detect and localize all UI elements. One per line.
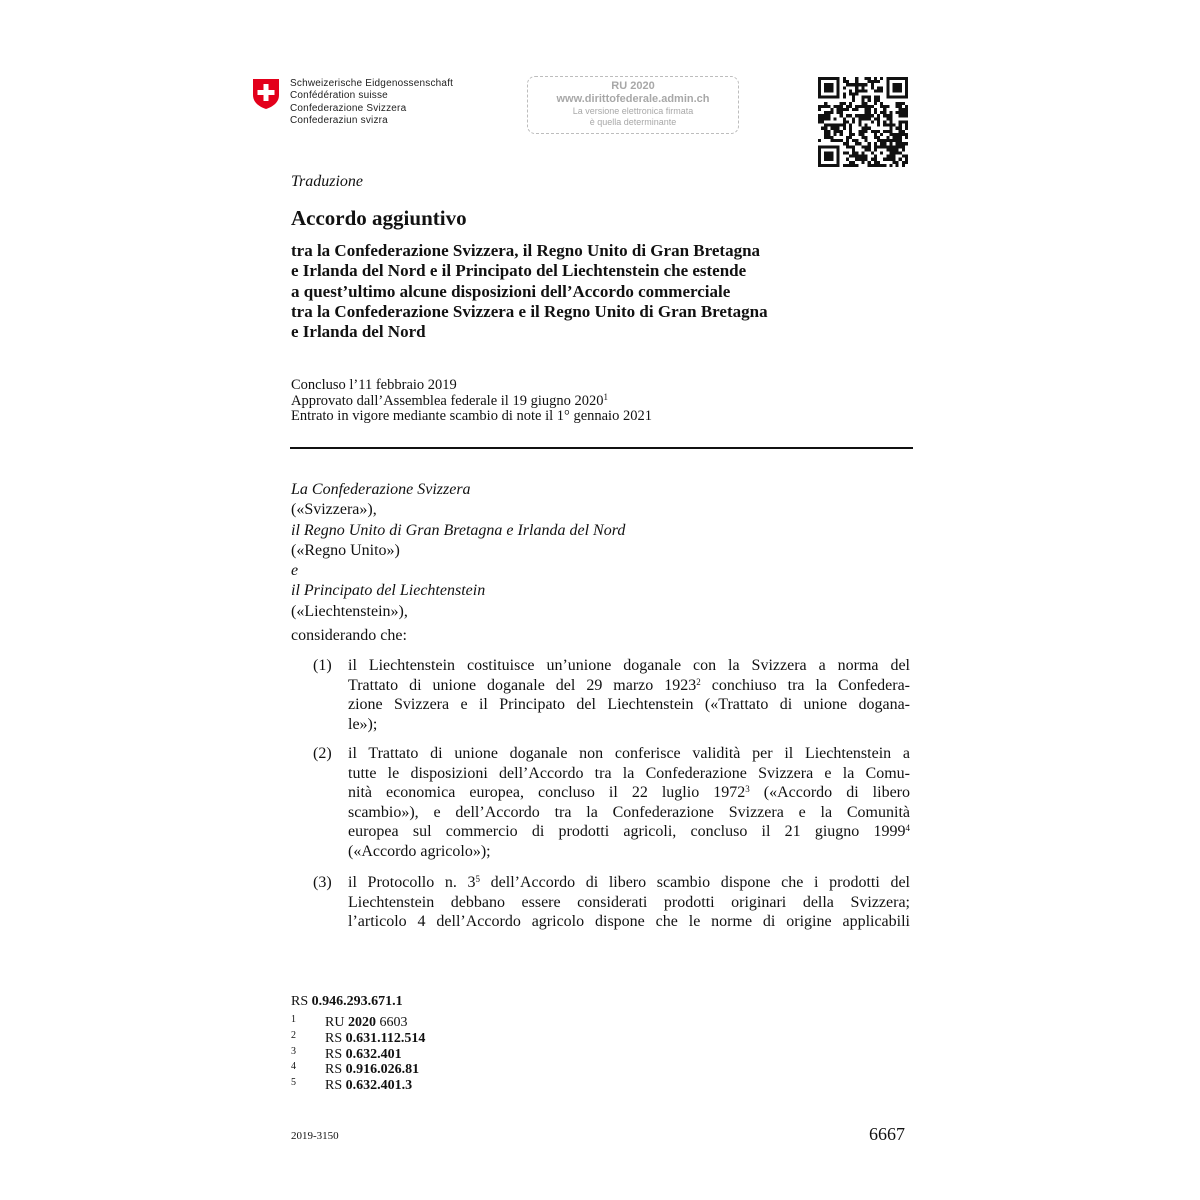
document-dates — [291, 378, 652, 425]
document-subtitle — [291, 241, 931, 342]
stamp-ru-label: RU 2020 — [611, 80, 655, 92]
federation-name-fr: Confédération suisse — [290, 90, 388, 102]
clause-line: europea sul commercio di prodotti agricoli, concluso il 21 giugno 1999$^4$ — [348, 823, 910, 840]
qr-code-icon — [818, 77, 908, 167]
federation-name-it: Confederazione Svizzera — [290, 102, 407, 114]
clause-line: scambio»), e dell’Accordo tra la Confederazione Svizzera e la Comunità — [348, 803, 910, 821]
subtitle-line: tra la Confederazione Svizzera, il Regno Unito di Gran Bretagna — [291, 241, 761, 260]
clause-number: (2) — [313, 745, 332, 762]
date-concluded: Concluso l’11 febbraio 2019 — [291, 377, 457, 393]
footnote-ref[interactable]: 5 — [475, 874, 481, 884]
party-line: («Regno Unito») — [291, 541, 400, 559]
party-line: il Principato del Liechtenstein — [291, 582, 486, 600]
document-title: Accordo aggiuntivo — [291, 206, 467, 230]
clause-number: (1) — [313, 657, 332, 674]
footnote-ref[interactable]: 3 — [745, 784, 750, 794]
party-line: e — [291, 562, 299, 580]
clause-line: («Accordo agricolo»); — [348, 842, 491, 860]
subtitle-line: tra la Confederazione Svizzera e il Regno Unito di Gran Bretagna — [291, 301, 768, 321]
party-line: («Liechtenstein»), — [291, 602, 408, 620]
clause-line: il Trattato di unione doganale non conferisce validità per il Liechtenstein a — [348, 745, 910, 762]
clause-line: le»); — [348, 715, 378, 733]
date-in-force: Entrato in vigore mediante scambio di note il 1° gennaio 2021 — [291, 408, 652, 424]
clause-line: zione Svizzera e il Principato del Liechtenstein («Trattato di unione dogana- — [348, 696, 910, 713]
horizontal-rule — [290, 447, 913, 449]
footnote-ref[interactable]: 2 — [696, 676, 701, 687]
subtitle-line: a quest’ultimo alcune disposizioni dell’Accordo commerciale — [291, 281, 731, 301]
clause-line: Liechtenstein debbano essere considerati prodotti originari della Svizzera; — [348, 893, 910, 911]
federation-names — [290, 78, 453, 128]
date-approved: Approvato dall’Assemblea federale il 19 giugno 2020 — [291, 392, 604, 409]
party-line: («Svizzera»), — [291, 501, 377, 519]
clause-1 — [313, 656, 910, 734]
footnote-ref[interactable]: 4 — [905, 823, 910, 833]
party-line: il Regno Unito di Gran Bretagna e Irlanda del Nord — [291, 521, 626, 539]
translation-label: Traduzione — [291, 173, 364, 190]
federation-name-rm: Confederaziun svizra — [290, 115, 388, 127]
subtitle-line: e Irlanda del Nord — [291, 322, 426, 342]
clause-line: l’articolo 4 dell’Accordo agricolo dispone che le norme di origine applicabili — [348, 913, 910, 930]
clause-line: il Protocollo n. $3^5$ dell’Accordo di libero scambio dispone che i prodotti del — [348, 874, 911, 891]
page-number: 6667 — [869, 1124, 905, 1144]
stamp-note-line1: La versione elettronica firmata — [572, 106, 694, 116]
footnote-ref[interactable]: 1 — [603, 391, 608, 402]
clause-number: (3) — [313, 874, 332, 891]
clause-line: Trattato di unione doganale del 29 marzo 1923$^2$ conchiuso tra la Confedera- — [348, 676, 910, 694]
party-line: La Confederazione Svizzera — [291, 481, 471, 498]
stamp-note-line2: è quella determinante — [589, 116, 677, 127]
stamp-website[interactable]: www.dirittofederale.admin.ch — [556, 93, 710, 105]
date-approved-line — [291, 391, 652, 410]
clause-line: il Liechtenstein costituisce un’unione doganale con la Svizzera a norma del — [348, 657, 910, 674]
document-number: 2019-3150 — [291, 1130, 339, 1142]
ru-stamp — [527, 76, 739, 134]
clause-3 — [313, 873, 910, 932]
considering-intro: considerando che: — [291, 627, 407, 644]
clause-2 — [313, 744, 910, 861]
rs-classification: RS 0.946.293.671.1 — [291, 994, 403, 1009]
subtitle-line: e Irlanda del Nord e il Principato del Liechtenstein che estende — [291, 261, 747, 281]
clause-line: tutte le disposizioni dell’Accordo tra la Confederazione Svizzera e la Comu- — [348, 764, 910, 782]
federation-name-de: Schweizerische Eidgenossenschaft — [290, 78, 454, 89]
swiss-coat-of-arms-logo — [252, 78, 280, 110]
parties-list — [291, 480, 625, 622]
clause-line: nità economica europea, concluso il 22 luglio 1972$^3$ («Accordo di libero — [348, 784, 910, 801]
